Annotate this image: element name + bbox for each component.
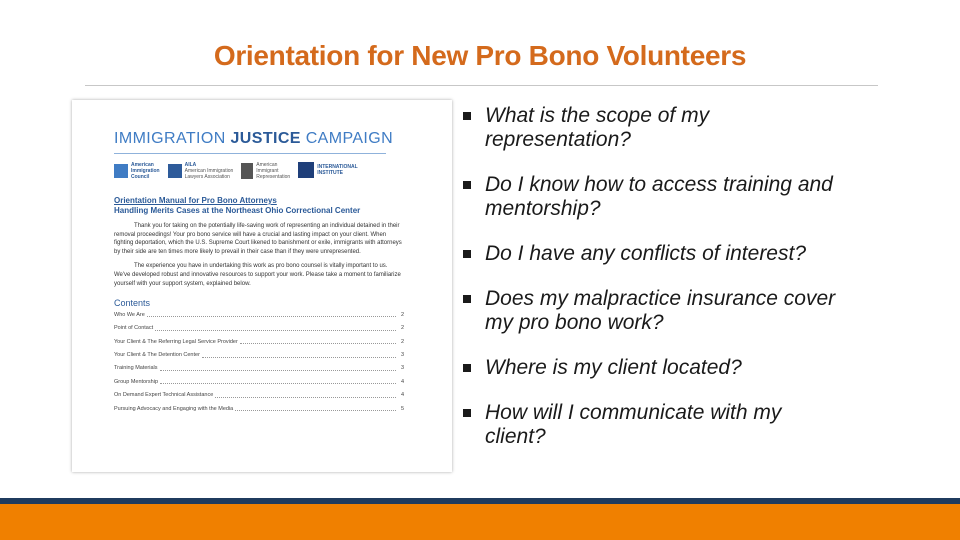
slide-title: Orientation for New Pro Bono Volunteers: [213, 40, 747, 71]
square-bullet-icon: [463, 295, 471, 303]
logo-text: AILA: [184, 162, 197, 168]
bullet-item: [463, 173, 923, 221]
toc-label: Your Client & The Referring Legal Service Provider: [114, 338, 238, 345]
bullet-line: representation?: [485, 128, 631, 151]
toc-page: 3: [400, 352, 404, 359]
bullet-line: Do I know how to access training and: [485, 173, 833, 196]
bullet-line: mentorship?: [485, 197, 601, 220]
bullet-item: [463, 242, 923, 266]
document-thumbnail: [72, 100, 452, 472]
bullet-line: my pro bono work?: [485, 311, 664, 334]
bullet-line: client?: [485, 425, 546, 448]
bullet-line: How will I communicate with my: [485, 401, 782, 424]
toc-page: 2: [400, 338, 404, 345]
toc-page: 4: [400, 378, 404, 385]
logo-aba: [241, 162, 290, 180]
toc-page: 4: [400, 392, 404, 399]
title-divider: [85, 85, 878, 86]
toc-row: [114, 402, 404, 415]
square-bullet-icon: [463, 409, 471, 417]
toc-label: Training Materials: [114, 365, 158, 372]
toc-page: 2: [400, 325, 404, 332]
logo-text: INTERNATIONAL: [317, 164, 358, 170]
table-of-contents: [114, 308, 404, 415]
logo-aila: [168, 162, 234, 180]
manual-title-line-2: Handling Merits Cases at the Northeast Ohio Correctional Center: [114, 206, 361, 215]
aila-logo-icon: [168, 164, 182, 178]
toc-row: [114, 335, 404, 348]
toc-page: 3: [400, 365, 404, 372]
aic-logo-icon: [114, 164, 128, 178]
toc-row: [114, 322, 404, 335]
bullet-item: [463, 356, 923, 380]
contents-heading: Contents: [114, 298, 151, 309]
toc-row: [114, 348, 404, 361]
manual-title-line-1: Orientation Manual for Pro Bono Attorneys: [114, 196, 277, 205]
logo-text: Immigrant: [256, 168, 279, 174]
bullet-line: Where is my client located?: [485, 356, 742, 379]
support-paragraph: The experience you have in undertaking this work as pro bono counsel is vitally important to us. We've developed robust and innovative resources to support your work. Please take a moment to familiarize yourself with your support system, explained below.: [114, 263, 401, 287]
square-bullet-icon: [463, 364, 471, 372]
bullet-item: [463, 401, 923, 449]
bullet-item: [463, 104, 923, 152]
campaign-divider: [114, 153, 386, 154]
toc-page: 2: [400, 311, 404, 318]
square-bullet-icon: [463, 250, 471, 258]
logo-text: American: [131, 162, 154, 168]
logo-american-immigration-council: [114, 162, 160, 180]
bullet-item: [463, 287, 923, 335]
partner-logos: [114, 162, 404, 186]
campaign-prefix: IMMIGRATION: [114, 130, 231, 147]
toc-row: [114, 362, 404, 375]
bullet-line: Do I have any conflicts of interest?: [485, 242, 806, 265]
document-page: [114, 130, 404, 415]
logo-text: INSTITUTE: [317, 170, 344, 176]
toc-label: On Demand Expert Technical Assistance: [114, 392, 214, 399]
logo-text: Lawyers Association: [184, 174, 230, 180]
footer-band-orange: [0, 504, 960, 540]
question-list: [463, 104, 923, 449]
toc-label: Your Client & The Detention Center: [114, 352, 200, 359]
toc-label: Group Mentorship: [114, 378, 159, 385]
logo-text: Council: [131, 174, 150, 180]
aba-logo-icon: [241, 163, 253, 179]
logo-international-institute: [298, 162, 357, 178]
toc-row: [114, 389, 404, 402]
square-bullet-icon: [463, 181, 471, 189]
campaign-bold: JUSTICE: [230, 130, 301, 147]
toc-row: [114, 308, 404, 321]
logo-text: American Immigration: [184, 168, 234, 174]
logo-text: Immigration: [131, 168, 160, 174]
campaign-banner: [114, 130, 404, 148]
toc-page: 5: [400, 405, 404, 412]
toc-row: [114, 375, 404, 388]
campaign-suffix: CAMPAIGN: [300, 130, 394, 147]
iii-logo-icon: [298, 162, 314, 178]
logo-text: Representation: [256, 174, 291, 180]
manual-title: [114, 196, 404, 216]
toc-label: Pursuing Advocacy and Engaging with the Media: [114, 405, 234, 412]
toc-label: Who We Are: [114, 311, 145, 318]
bullet-line: Does my malpractice insurance cover: [485, 287, 836, 310]
square-bullet-icon: [463, 112, 471, 120]
logo-text: American: [256, 162, 278, 168]
toc-label: Point of Contact: [114, 325, 154, 332]
bullet-line: What is the scope of my: [485, 104, 710, 127]
intro-paragraph: Thank you for taking on the potentially life-saving work of representing an individual detained in their removal proceedings! Your pro bono service will have a crucial and lasting impact on your client. When fighting deportation, which the U.S. Supreme Court likened to banishment or exile, immigrants with attorneys by their side are ten times more likely to prevail in their case than if they were unrepresented.: [114, 223, 402, 255]
